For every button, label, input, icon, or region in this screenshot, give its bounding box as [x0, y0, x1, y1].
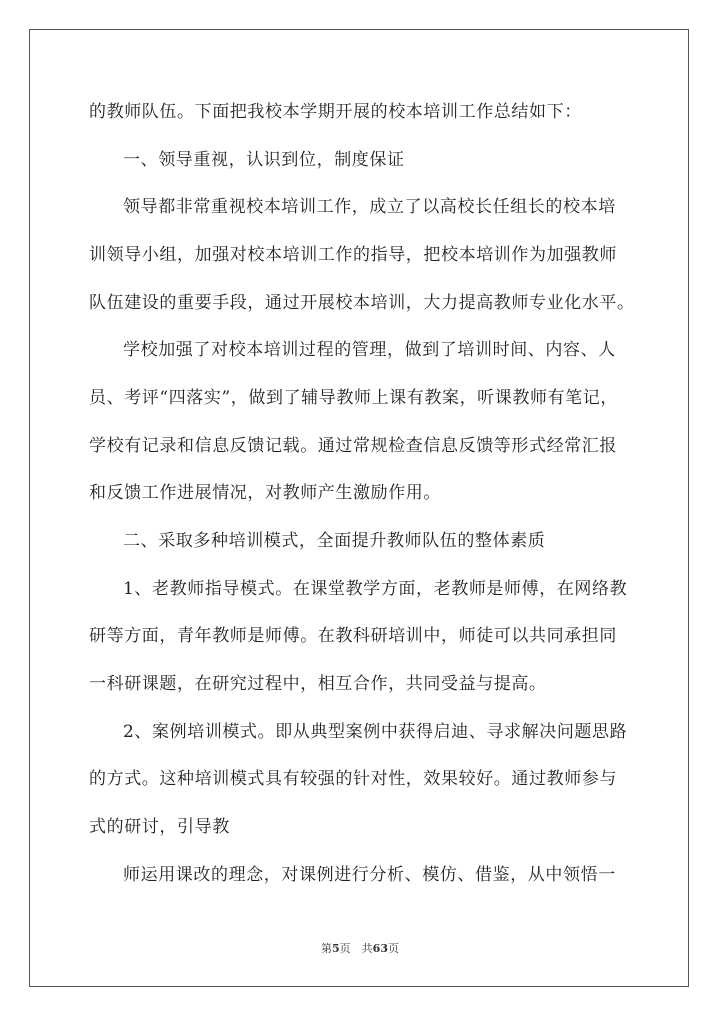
paragraph-line: 和反馈工作进展情况，对教师产生激励作用。: [89, 483, 441, 503]
paragraph-line: 队伍建设的重要手段，通过开展校本培训，大力提高教师专业化水平。: [89, 293, 635, 313]
paragraph-line: 的方式。这种培训模式具有较强的针对性，效果较好。通过教师参与: [89, 769, 617, 789]
paragraph-line: 学校有记录和信息反馈记载。通过常规检查信息反馈等形式经常汇报: [89, 436, 617, 456]
section-heading: 一、领导重视，认识到位，制度保证: [123, 150, 405, 170]
page-footer: [0, 940, 720, 956]
paragraph-line: 式的研讨，引导教: [89, 817, 230, 837]
paragraph-line: 一科研课题，在研究过程中，相互合作，共同受益与提高。: [89, 674, 547, 694]
current-page-number: 5: [332, 942, 340, 955]
paragraph-line: 员、考评“四落实”，做到了辅导教师上课有教案，听课教师有笔记，: [89, 388, 618, 408]
section-heading: 二、采取多种培训模式，全面提升教师队伍的整体素质: [123, 531, 546, 551]
paragraph-line: 1、老教师指导模式。在课堂教学方面，老教师是师傅，在网络教: [123, 579, 628, 599]
page-label-suffix: 页: [387, 942, 399, 955]
paragraph-line: 研等方面，青年教师是师傅。在教科研培训中，师徒可以共同承担同: [89, 626, 617, 646]
paragraph-line: 师运用课改的理念，对课例进行分析、模仿、借鉴，从中领悟一: [123, 865, 616, 885]
total-page-count: 63: [372, 942, 388, 955]
paragraph-line: 训领导小组，加强对校本培训工作的指导，把校本培训作为加强教师: [89, 245, 617, 265]
page-label-middle: 页 共: [339, 942, 373, 955]
paragraph-line: 学校加强了对校本培训过程的管理，做到了培训时间、内容、人: [123, 340, 616, 360]
paragraph-line: 2、案例培训模式。即从典型案例中获得启迪、寻求解决问题思路: [123, 722, 628, 742]
page-frame: [29, 29, 689, 987]
page-label-prefix: 第: [321, 942, 333, 955]
paragraph-line: 领导都非常重视校本培训工作，成立了以高校长任组长的校本培: [123, 197, 616, 217]
paragraph-line: 的教师队伍。下面把我校本学期开展的校本培训工作总结如下：: [89, 102, 582, 122]
